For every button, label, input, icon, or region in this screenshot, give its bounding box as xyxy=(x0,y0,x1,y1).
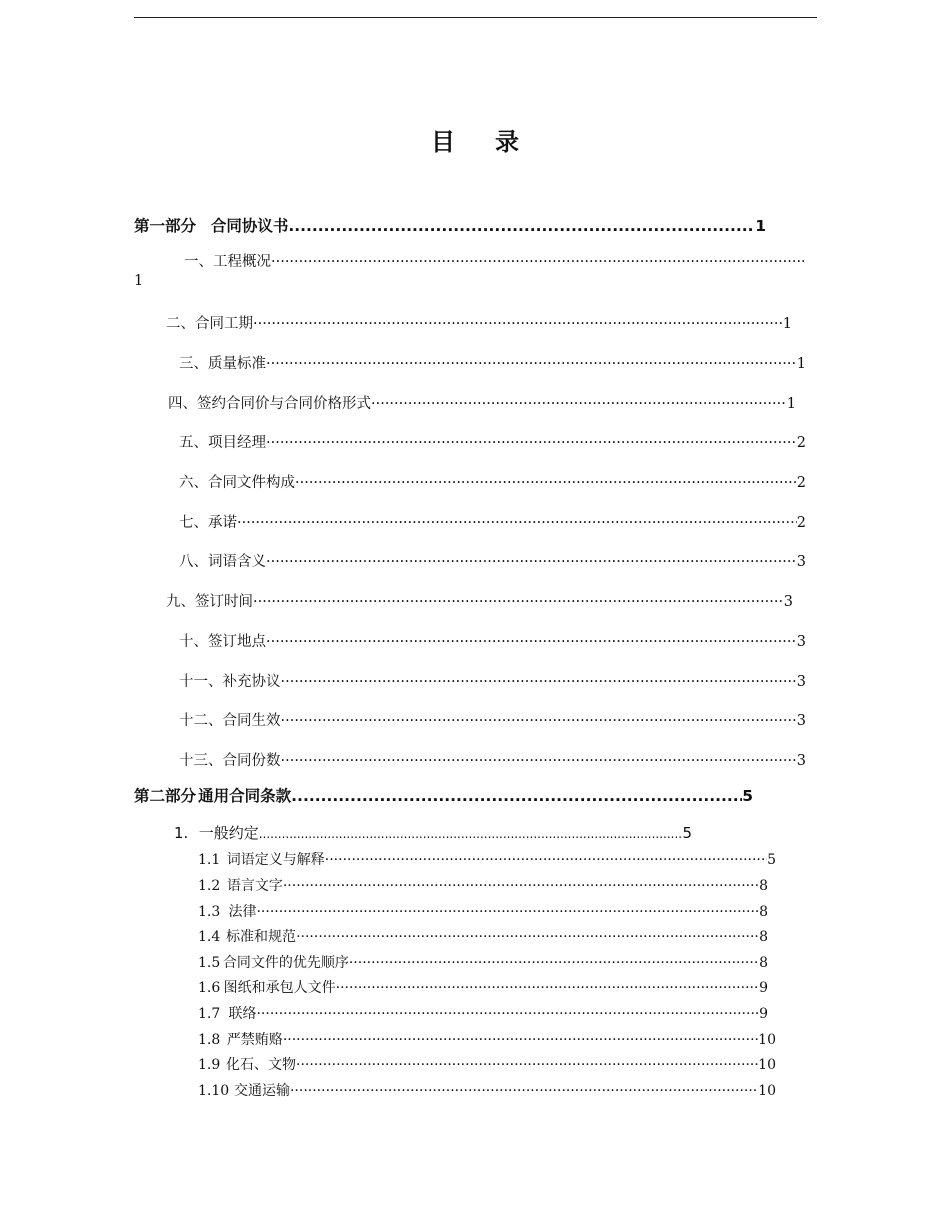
toc-leader xyxy=(281,674,797,690)
toc-entry-text: 一、工程概况 xyxy=(184,254,271,270)
toc-entry-text: 四、签约合同价与合同价格形式 xyxy=(168,396,371,412)
toc-leader xyxy=(296,1057,758,1073)
toc-page-number: 9 xyxy=(759,1006,768,1022)
toc-leader xyxy=(296,929,759,945)
toc-part2-entry[interactable] xyxy=(134,784,753,806)
toc-subentry-1-2[interactable] xyxy=(198,875,768,895)
toc-entry-text: 二、合同工期 xyxy=(166,316,253,332)
toc-part1-label: 第一部分 xyxy=(134,217,197,235)
toc-leader xyxy=(259,827,683,841)
toc-subentry-number: 1.2 xyxy=(198,878,221,894)
toc-page-number: 1 xyxy=(782,316,792,332)
toc-page-number: 3 xyxy=(796,634,806,650)
toc-subentry-text: 严禁贿赂 xyxy=(226,1032,283,1048)
toc-entry-8[interactable] xyxy=(179,550,806,571)
toc-section1-number: 1. xyxy=(174,824,189,842)
toc-subentry-1-8[interactable] xyxy=(198,1029,776,1049)
toc-subentry-text: 图纸和承包人文件 xyxy=(223,980,336,996)
toc-leader xyxy=(371,396,787,412)
toc-part1-entry[interactable] xyxy=(134,214,766,236)
toc-leader xyxy=(281,753,797,769)
toc-page-number: 8 xyxy=(759,904,768,920)
toc-entry-2[interactable] xyxy=(166,312,792,333)
toc-entry-text: 七、承诺 xyxy=(179,515,237,531)
toc-leader xyxy=(266,435,797,451)
toc-leader xyxy=(283,1032,758,1048)
toc-subentry-number: 1.7 xyxy=(198,1006,221,1022)
toc-entry-9[interactable] xyxy=(166,590,793,611)
toc-subentry-text: 合同文件的优先顺序 xyxy=(222,955,349,971)
toc-entry-1-page-line xyxy=(134,273,174,289)
toc-subentry-text: 交通运输 xyxy=(233,1083,290,1099)
toc-page-number: 10 xyxy=(758,1032,776,1048)
toc-page-number: 1 xyxy=(755,217,766,235)
toc-leader xyxy=(256,1006,759,1022)
toc-page-number: 2 xyxy=(796,475,806,491)
toc-leader xyxy=(281,713,797,729)
toc-page-number: 5 xyxy=(767,852,776,868)
toc-page-number: 8 xyxy=(759,878,768,894)
toc-entry-text: 九、签订时间 xyxy=(166,594,253,610)
toc-leader xyxy=(288,217,755,235)
toc-subentry-1-5[interactable] xyxy=(198,952,768,972)
toc-leader xyxy=(253,594,784,610)
toc-subentry-text: 联络 xyxy=(228,1006,257,1022)
header-rule xyxy=(134,17,817,18)
toc-entry-4[interactable] xyxy=(168,392,796,413)
toc-subentry-text: 化石、文物 xyxy=(226,1057,297,1073)
toc-entry-6[interactable] xyxy=(179,471,806,492)
toc-leader xyxy=(253,316,783,332)
toc-page-number: 1 xyxy=(796,356,806,372)
toc-leader xyxy=(266,634,797,650)
toc-page-number: 3 xyxy=(796,674,806,690)
toc-entry-text: 十二、合同生效 xyxy=(179,713,281,729)
toc-entry-7[interactable] xyxy=(179,511,806,532)
toc-entry-text: 六、合同文件构成 xyxy=(179,475,295,491)
toc-leader xyxy=(256,904,759,920)
toc-page-number: 2 xyxy=(796,515,806,531)
toc-page-number: 10 xyxy=(758,1057,776,1073)
toc-subentry-1-9[interactable] xyxy=(198,1054,776,1074)
toc-title xyxy=(0,122,950,157)
toc-subentry-number: 1.5 xyxy=(198,955,221,971)
toc-subentry-text: 语言文字 xyxy=(226,878,283,894)
toc-leader xyxy=(291,787,742,805)
toc-subentry-text: 法律 xyxy=(228,904,257,920)
toc-subentry-text: 标准和规范 xyxy=(226,929,297,945)
toc-page-number: 3 xyxy=(783,594,793,610)
toc-page-number: 3 xyxy=(796,713,806,729)
toc-leader xyxy=(336,980,759,996)
toc-title-char-2: 录 xyxy=(495,128,519,156)
toc-section1-entry[interactable] xyxy=(174,822,692,843)
toc-leader xyxy=(283,878,759,894)
toc-part1-title: 合同协议书 xyxy=(210,217,289,235)
toc-subentry-number: 1.3 xyxy=(198,904,221,920)
toc-page-number: 1 xyxy=(134,273,144,289)
toc-page-number: 3 xyxy=(796,554,806,570)
toc-subentry-1-7[interactable] xyxy=(198,1003,768,1023)
toc-page-number: 1 xyxy=(786,396,796,412)
toc-page-number: 5 xyxy=(742,787,753,805)
toc-subentry-number: 1.10 xyxy=(198,1083,230,1099)
toc-page-number: 8 xyxy=(759,955,768,971)
toc-entry-text: 八、词语含义 xyxy=(179,554,266,570)
toc-entry-1[interactable] xyxy=(184,250,804,271)
toc-leader xyxy=(237,515,797,531)
toc-subentry-1-3[interactable] xyxy=(198,901,768,921)
toc-entry-5[interactable] xyxy=(179,431,806,452)
toc-subentry-number: 1.1 xyxy=(198,852,221,868)
toc-page-number: 5 xyxy=(682,824,692,842)
toc-page-number: 3 xyxy=(796,753,806,769)
toc-leader xyxy=(325,852,767,868)
toc-subentry-number: 1.4 xyxy=(198,929,221,945)
toc-subentry-1-1[interactable] xyxy=(198,849,776,869)
toc-subentry-number: 1.8 xyxy=(198,1032,221,1048)
toc-subentry-text: 词语定义与解释 xyxy=(226,852,325,868)
toc-entry-text: 十三、合同份数 xyxy=(179,753,281,769)
toc-section1-title: 一般约定 xyxy=(198,824,259,842)
toc-entry-text: 十一、补充协议 xyxy=(179,674,281,690)
toc-subentry-1-10[interactable] xyxy=(198,1080,776,1100)
toc-entry-12[interactable] xyxy=(179,709,806,730)
toc-entry-11[interactable] xyxy=(179,670,806,691)
toc-title-char-1: 目 xyxy=(431,128,455,156)
toc-leader xyxy=(266,356,797,372)
toc-subentry-1-6[interactable] xyxy=(198,977,768,997)
toc-leader xyxy=(349,955,759,971)
toc-subentry-number: 1.9 xyxy=(198,1057,221,1073)
toc-entry-3[interactable] xyxy=(179,352,806,373)
toc-entry-10[interactable] xyxy=(179,630,806,651)
toc-entry-text: 五、项目经理 xyxy=(179,435,266,451)
toc-entry-text: 十、签订地点 xyxy=(179,634,266,650)
toc-entry-text: 三、质量标准 xyxy=(179,356,266,372)
toc-entry-13[interactable] xyxy=(179,749,806,770)
toc-subentry-number: 1.6 xyxy=(198,980,221,996)
toc-page-number: 2 xyxy=(796,435,806,451)
toc-page-number: 8 xyxy=(759,929,768,945)
toc-part2-title: 通用合同条款 xyxy=(198,787,292,805)
toc-page-number: 9 xyxy=(759,980,768,996)
toc-part2-label: 第二部分 xyxy=(134,787,197,805)
toc-subentry-1-4[interactable] xyxy=(198,926,768,946)
toc-leader xyxy=(266,554,797,570)
toc-leader xyxy=(295,475,797,491)
toc-leader xyxy=(290,1083,758,1099)
toc-leader xyxy=(271,254,804,270)
toc-page-number: 10 xyxy=(758,1083,776,1099)
